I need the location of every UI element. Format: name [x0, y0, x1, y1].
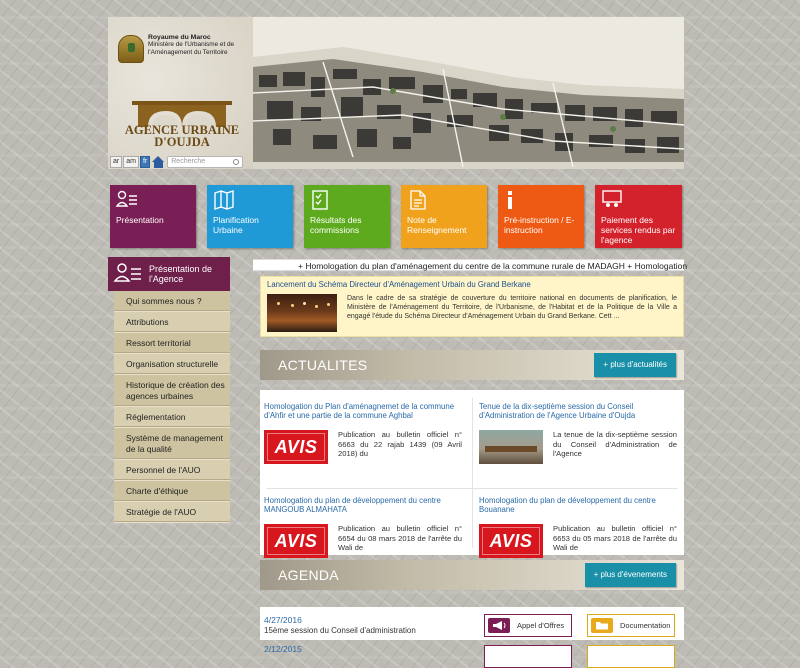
sidebar-title: Présentation de l'Agence [149, 264, 213, 284]
appel-offres-button[interactable] [484, 614, 572, 637]
urban-map-banner [253, 17, 684, 169]
news-title-link[interactable]: Tenue de la dix-septième session du Conseil d'Administration de l'Agence Urbaine d'Oujda [479, 402, 636, 420]
home-icon[interactable] [152, 156, 165, 168]
featured-article [260, 276, 684, 337]
news-title-link[interactable]: Homologation du plan de développement du centre MANGOUB ALMAHATA [264, 496, 441, 514]
news-excerpt: Publication au bulletin officiel n° 6654 du 08 mars 2018 de l'arrête du Wali de [338, 524, 462, 552]
news-item [479, 402, 679, 480]
news-ticker[interactable]: + Homologation du plan d'aménagement du centre de la commune rurale de MADAGH + Homologation [253, 259, 684, 271]
language-bar [110, 155, 243, 169]
event-date-link[interactable]: 4/27/2016 [264, 615, 302, 625]
news-excerpt: La tenue de la dix-septième session du Conseil d'Administration de l'Agence [553, 430, 677, 458]
sidebar-item-reglementation[interactable]: Réglementation [114, 407, 230, 428]
sidebar-item-organisation[interactable]: Organisation structurelle [114, 354, 230, 375]
lang-fr-button[interactable]: fr [140, 156, 150, 168]
country-name: Royaume du Maroc [148, 34, 211, 41]
tile-resultats[interactable] [304, 185, 390, 248]
news-item [264, 402, 464, 480]
agenda-section-header [260, 560, 684, 590]
people-list-icon [116, 190, 138, 210]
sidebar-item-qualite[interactable]: Système de management de la qualité [114, 428, 230, 460]
urban-plan-map-image [253, 17, 684, 169]
tile-planification[interactable] [207, 185, 293, 248]
avis-badge[interactable]: AVIS [264, 524, 328, 558]
tile-label: Résultats des commissions [310, 215, 362, 235]
lang-ar-button[interactable]: ar [110, 156, 122, 168]
appel-offres-label: Appel d'Offres [517, 621, 565, 630]
folder-icon [591, 618, 613, 633]
news-title-link[interactable]: Homologation du plan de développement du centre Bouanane [479, 496, 656, 514]
documentation-button[interactable] [587, 614, 675, 637]
avis-badge[interactable]: AVIS [479, 524, 543, 558]
tile-pre-instruction[interactable] [498, 185, 584, 248]
event-text: 15ème session du Conseil d'administration [264, 626, 416, 635]
sidebar-item-qui-sommes-nous[interactable]: Qui sommes nous ? [114, 291, 230, 312]
agency-name: AGENCE URBAINE D'OUJDA [124, 123, 240, 149]
sidebar-item-ressort-territorial[interactable]: Ressort territorial [114, 333, 230, 354]
agenda-section-title: AGENDA [278, 567, 339, 583]
news-section-title: ACTUALITES [278, 357, 368, 373]
map-icon [213, 190, 235, 210]
sidebar-menu [114, 291, 230, 523]
news-divider-vertical [472, 398, 473, 548]
agenda-button[interactable] [484, 645, 572, 668]
document-icon [407, 190, 429, 210]
news-divider-horizontal [266, 488, 678, 489]
tile-presentation[interactable] [110, 185, 196, 248]
coat-of-arms-icon [118, 35, 144, 63]
sidebar-item-charte[interactable]: Charte d'éthique [114, 481, 230, 502]
ministry-text [148, 34, 252, 56]
news-thumbnail[interactable] [479, 430, 543, 464]
event-date-link[interactable]: 2/12/2015 [264, 644, 302, 654]
checklist-icon [310, 190, 332, 210]
sidebar-item-attributions[interactable]: Attributions [114, 312, 230, 333]
sidebar-item-strategie[interactable]: Stratégie de l'AUO [114, 502, 230, 523]
documentation-label: Documentation [620, 621, 671, 630]
info-icon [504, 190, 526, 210]
presentation-icon [601, 190, 623, 210]
agenda-panel [260, 607, 684, 654]
featured-text: Dans le cadre de sa stratégie de couverture du territoire national en documents de planification, le Ministère de l'Aménagement du Territoire, de l'Urbanisme, de l'Habitat et de la Politique de la Ville a engagé l'étude du Schéma Directeur d'Aménagement Urbain du Grand Berkane. Cett ... [347, 295, 677, 320]
more-news-button[interactable]: + plus d'actualités [594, 353, 676, 377]
sidebar-header [108, 257, 230, 291]
brand-header [108, 17, 253, 169]
megaphone-icon [488, 618, 510, 633]
tile-label: Présentation [116, 215, 164, 225]
featured-title-link[interactable]: Lancement du Schéma Directeur d'Aménagement Urbain du Grand Berkane [267, 280, 531, 289]
tile-label: Note de Renseignement [407, 215, 467, 235]
news-excerpt: Publication au bulletin officiel n° 6653 du 05 mars 2018 de l'arrête du Wali de [553, 524, 677, 552]
tile-note[interactable] [401, 185, 487, 248]
sidebar-item-personnel[interactable]: Personnel de l'AUO [114, 460, 230, 481]
page [108, 17, 688, 654]
sidebar-item-historique[interactable]: Historique de création des agences urbaines [114, 375, 230, 407]
featured-image[interactable] [267, 294, 337, 332]
tile-label: Paiement des services rendus par l'agence [601, 215, 676, 245]
lang-am-button[interactable]: am [123, 156, 139, 168]
search-input[interactable]: Recherche [167, 156, 243, 168]
avis-badge[interactable]: AVIS [264, 430, 328, 464]
agenda-button[interactable] [587, 645, 675, 668]
news-panel [260, 390, 684, 555]
ministry-name: Ministère de l'Urbanisme et de l'Aménagement du Territoire [148, 41, 235, 56]
tile-label: Pré-instruction / E-instruction [504, 215, 575, 235]
more-events-button[interactable]: + plus d'évenements [585, 563, 676, 587]
news-section-header [260, 350, 684, 380]
news-excerpt: Publication au bulletin officiel n° 6663 du 22 rajab 1439 (09 Avril 2018) du [338, 430, 462, 458]
tile-paiement[interactable] [595, 185, 682, 248]
people-list-icon [114, 262, 142, 284]
news-title-link[interactable]: Homologation du Plan d'aménagnemet de la commune d'Ahfir et une partie de la commune Aghbal [264, 402, 455, 420]
tile-label: Planification Urbaine [213, 215, 259, 235]
